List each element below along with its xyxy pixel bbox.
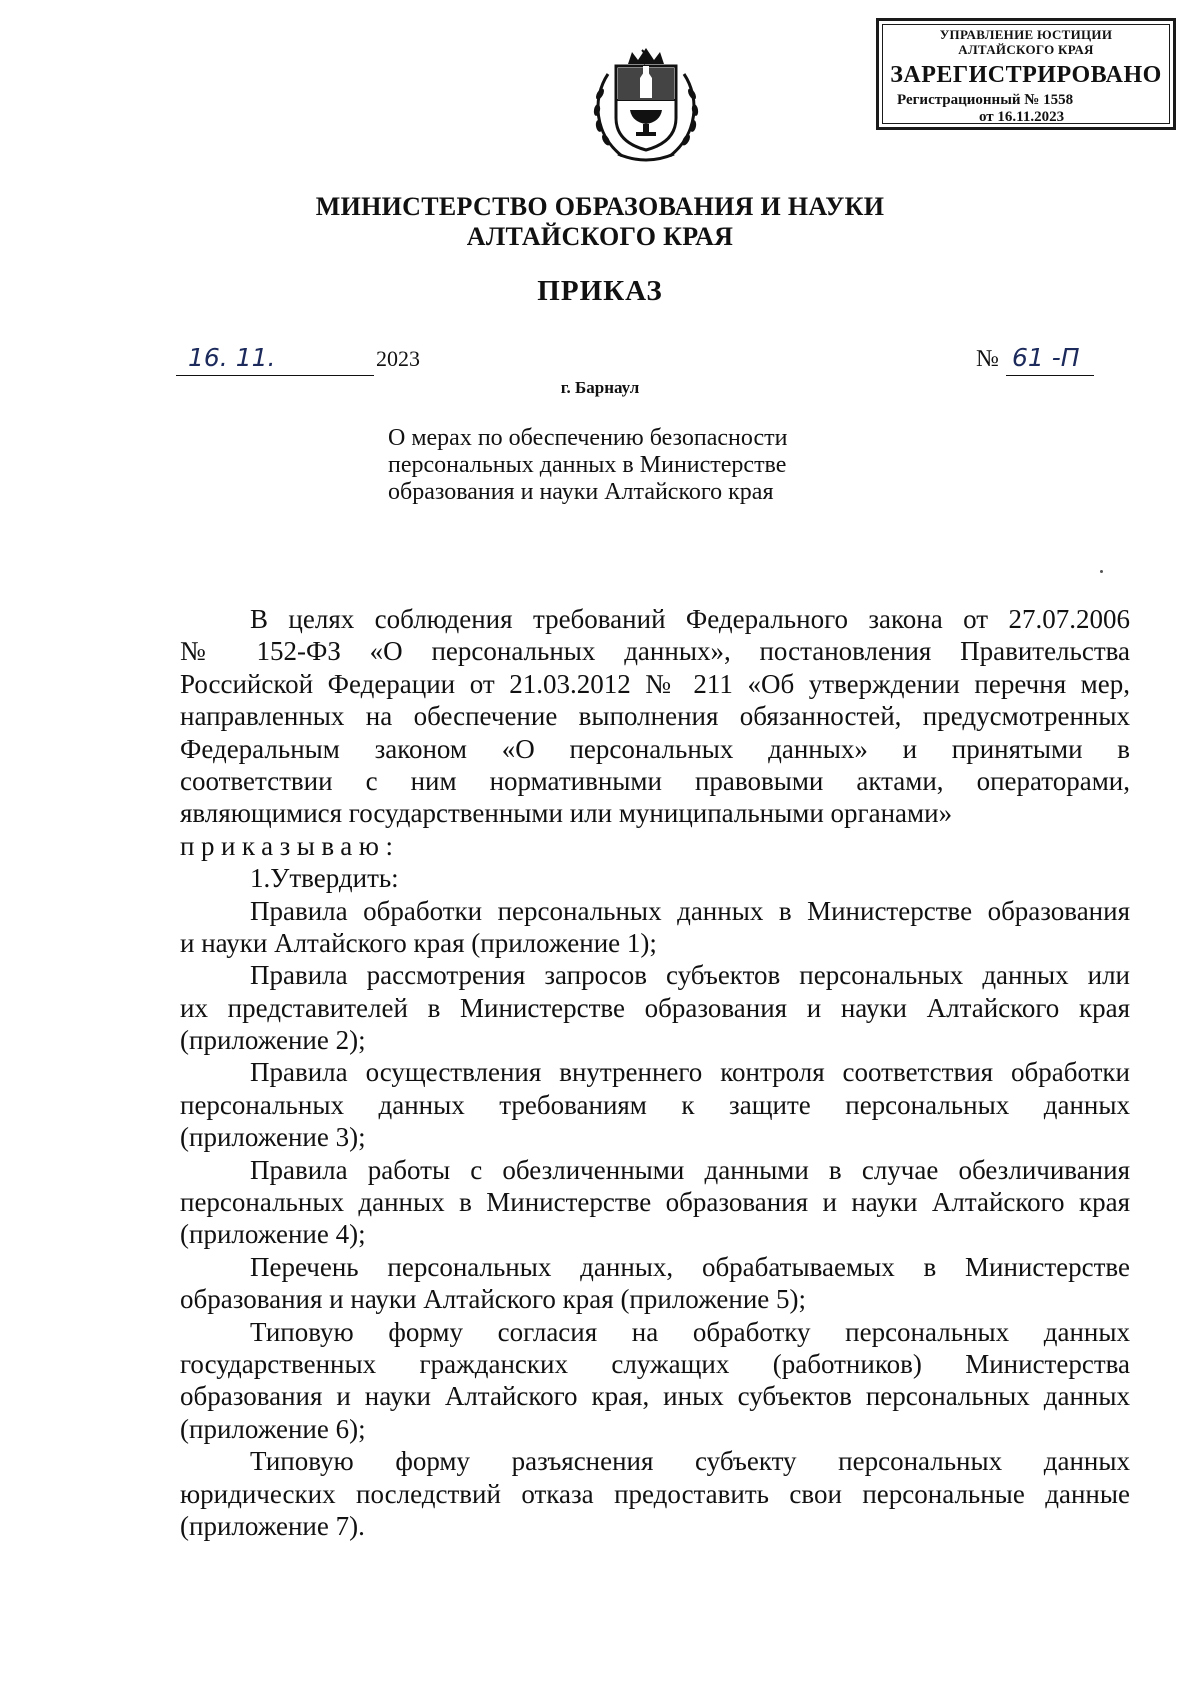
order-number xyxy=(976,343,1116,378)
stamp-reg-number: Регистрационный № 1558 xyxy=(897,92,1074,108)
date-underline xyxy=(176,375,374,376)
stamp-status: ЗАРЕГИСТРИРОВАНО xyxy=(890,62,1162,88)
stamp-inner-border xyxy=(882,24,1170,124)
stamp-org-line1: УПРАВЛЕНИЕ ЮСТИЦИИ xyxy=(939,27,1113,42)
number-underline xyxy=(1006,375,1094,376)
appendix-1-line: и науки Алтайского края (приложение 1); xyxy=(180,927,657,958)
subject-line3: образования и науки Алтайского края xyxy=(388,479,774,505)
appendix-5-line: Перечень персональных данных, обрабатываемых в Министерстве xyxy=(250,1251,1130,1282)
stamp-org-line2: АЛТАЙСКОГО КРАЯ xyxy=(958,42,1094,57)
ministry-line1: МИНИСТЕРСТВО ОБРАЗОВАНИЯ И НАУКИ xyxy=(315,192,885,221)
number-handwritten: 61 -П xyxy=(1012,343,1080,372)
appendix-1-line: Правила обработки персональных данных в Министерстве образования xyxy=(250,895,1130,926)
subject-line1: О мерах по обеспечению безопасности xyxy=(388,425,788,451)
ministry-heading xyxy=(0,192,1200,252)
appendix-2-line: их представителей в Министерстве образования и науки Алтайского края xyxy=(180,992,1130,1023)
appendix-6-line: образования и науки Алтайского края, иных субъектов персональных данных xyxy=(180,1381,1130,1412)
appendix-3-line: (приложение 3); xyxy=(180,1122,366,1153)
altai-krai-coat-of-arms-icon xyxy=(588,38,704,164)
order-subject xyxy=(388,425,888,506)
preamble-line: Российской Федерации от 21.03.2012 № 211 «Об утверждении перечня мер, xyxy=(180,668,1130,699)
order-word: приказываю: xyxy=(180,830,400,861)
appendix-3-line: Правила осуществления внутреннего контроля соответствия обработки xyxy=(250,1057,1130,1088)
preamble-line: соответствии с ним нормативными правовыми актами, операторами, xyxy=(180,765,1130,796)
date-year: 2023 xyxy=(376,346,420,371)
preamble-line: № 152-ФЗ «О персональных данных», постановления Правительства xyxy=(180,636,1130,667)
order-date xyxy=(176,343,426,378)
appendix-7-line: юридических последствий отказа предоставить свои персональные данные xyxy=(180,1478,1130,1509)
number-sign: № xyxy=(976,346,999,372)
appendix-6-line: Типовую форму согласия на обработку персональных данных xyxy=(250,1316,1130,1347)
registration-stamp xyxy=(876,18,1176,130)
item-1-heading: 1.Утвердить: xyxy=(250,863,399,894)
city: г. Барнаул xyxy=(560,378,640,397)
appendix-7-line: (приложение 7). xyxy=(180,1510,365,1541)
scan-speck xyxy=(1100,570,1103,573)
appendix-5-line: образования и науки Алтайского края (приложение 5); xyxy=(180,1284,807,1315)
appendix-2-line: Правила рассмотрения запросов субъектов персональных данных или xyxy=(250,960,1130,991)
date-handwritten: 16. 11. xyxy=(188,343,276,372)
appendix-7-line: Типовую форму разъяснения субъекту персональных данных xyxy=(250,1446,1130,1477)
preamble-line: являющимися государственными или муниципальными органами» xyxy=(180,798,953,829)
appendix-4-line: (приложение 4); xyxy=(180,1219,366,1250)
appendix-2-line: (приложение 2); xyxy=(180,1025,366,1056)
preamble-line: Федеральным законом «О персональных данных» и принятыми в xyxy=(180,733,1130,764)
appendix-4-line: персональных данных в Министерстве образования и науки Алтайского края xyxy=(180,1187,1130,1218)
appendix-6-line: государственных гражданских служащих (работников) Министерства xyxy=(180,1348,1130,1379)
order-body xyxy=(180,603,1130,1542)
subject-line2: персональных данных в Министерстве xyxy=(388,452,787,478)
doc-type-title: ПРИКАЗ xyxy=(537,275,663,307)
preamble-line: В целях соблюдения требований Федерального закона от 27.07.2006 xyxy=(250,604,1130,634)
appendix-4-line: Правила работы с обезличенными данными в случае обезличивания xyxy=(250,1154,1130,1185)
ministry-line2: АЛТАЙСКОГО КРАЯ xyxy=(466,222,734,251)
appendix-6-line: (приложение 6); xyxy=(180,1413,366,1444)
appendix-3-line: персональных данных требованиям к защите персональных данных xyxy=(180,1089,1130,1120)
preamble-line: направленных на обеспечение выполнения обязанностей, предусмотренных xyxy=(180,701,1130,732)
stamp-reg-date: от 16.11.2023 xyxy=(979,109,1065,125)
